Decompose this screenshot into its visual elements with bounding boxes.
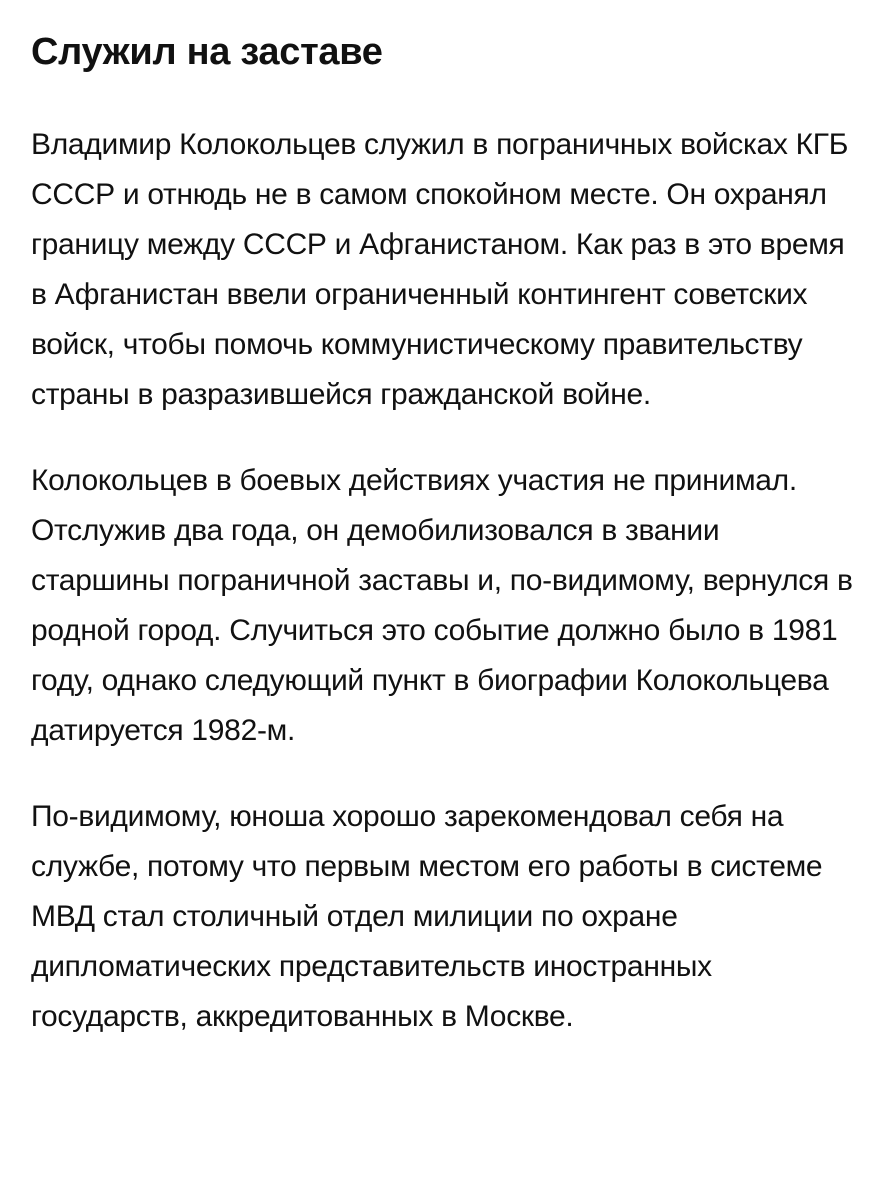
article-paragraph: Владимир Колокольцев служил в пограничных войсках КГБ СССР и отнюдь не в самом спокойном месте. Он охранял границу между СССР и Афганистаном. Как раз в это время в Афганистан ввели ограниченный контингент советских войск, чтобы помочь коммунистическому правительству страны в разразившейся гражданской войне. bbox=[31, 128, 849, 411]
article-title: Служил на заставе bbox=[31, 31, 383, 73]
article-paragraph: По-видимому, юноша хорошо зарекомендовал себя на службе, потому что первым местом его работы в системе МВД стал столичный отдел милиции по охране дипломатических представительств иностранных государств, аккредитованных в Москве. bbox=[31, 800, 823, 1033]
article-paragraph: Колокольцев в боевых действиях участия не принимал. Отслужив два года, он демобилизовался в звании старшины пограничной заставы и, по-видимому, вернулся в родной город. Случиться это событие должно было в 1981 году, однако следующий пункт в биографии Колокольцева датируется 1982-м. bbox=[31, 464, 853, 747]
article bbox=[31, 28, 861, 1042]
